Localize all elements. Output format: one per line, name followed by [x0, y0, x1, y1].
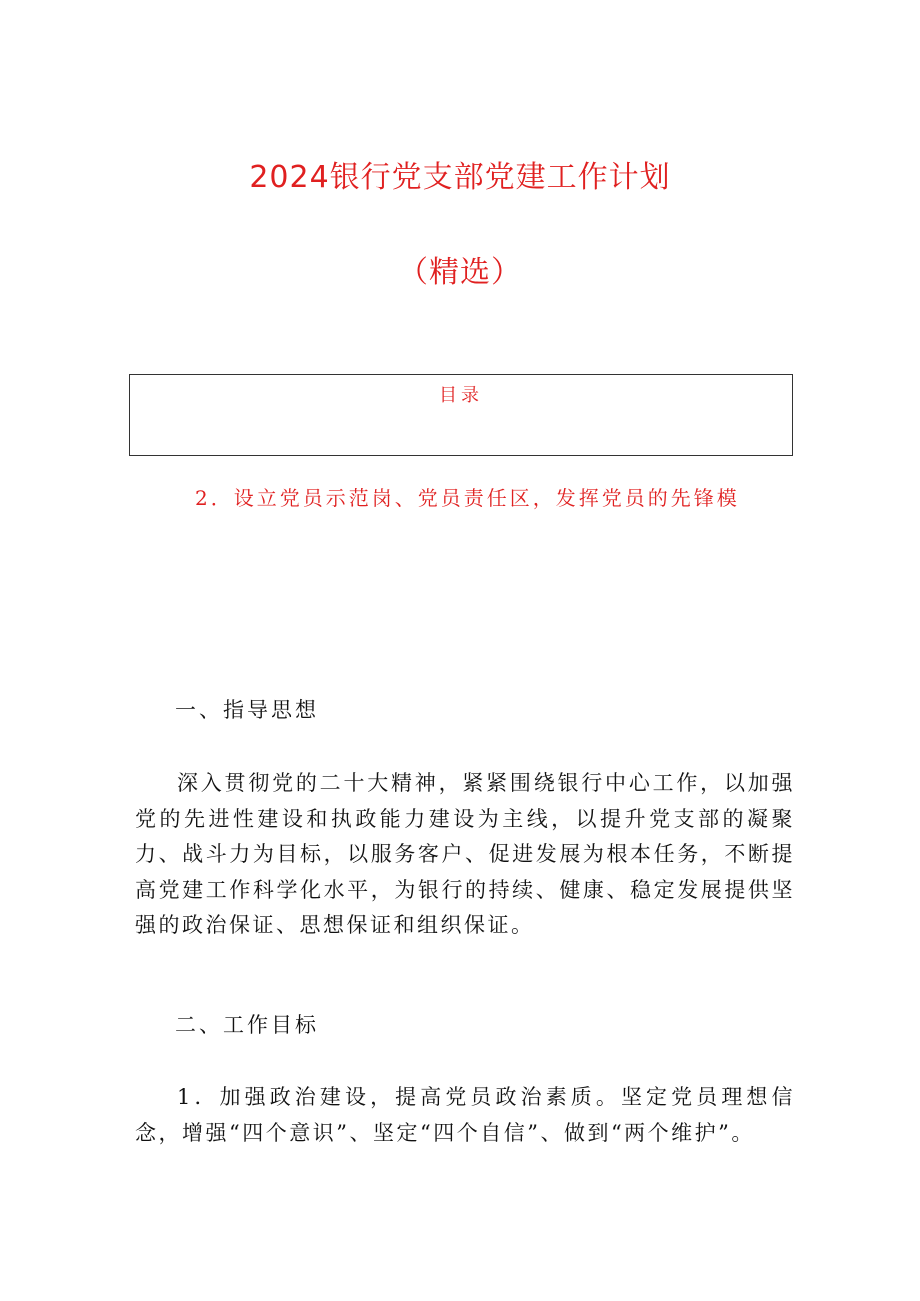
section-paragraph-work-goals: 1．加强政治建设，提高党员政治素质。坚定党员理想信念，增强“四个意识”、坚定“四个自信”、做到“两个维护”。	[135, 1085, 795, 1145]
toc-heading[interactable]: 目录	[439, 385, 483, 406]
section-heading-work-goals: 二、工作目标	[175, 1013, 319, 1037]
document-title: 2024银行党支部党建工作计划	[249, 160, 671, 195]
toc-entry[interactable]: 2．设立党员示范岗、党员责任区，发挥党员的先锋模	[195, 486, 740, 510]
table-of-contents	[129, 374, 793, 456]
section-heading-guiding-ideology: 一、指导思想	[175, 698, 319, 722]
document-subtitle: （精选）	[398, 255, 522, 290]
section-paragraph-guiding-ideology: 深入贯彻党的二十大精神，紧紧围绕银行中心工作，以加强党的先进性建设和执政能力建设为主线，以提升党支部的凝聚力、战斗力为目标，以服务客户、促进发展为根本任务，不断提高党建工作科学化水平，为银行的持续、健康、稳定发展提供坚强的政治保证、思想保证和组织保证。	[135, 771, 795, 937]
